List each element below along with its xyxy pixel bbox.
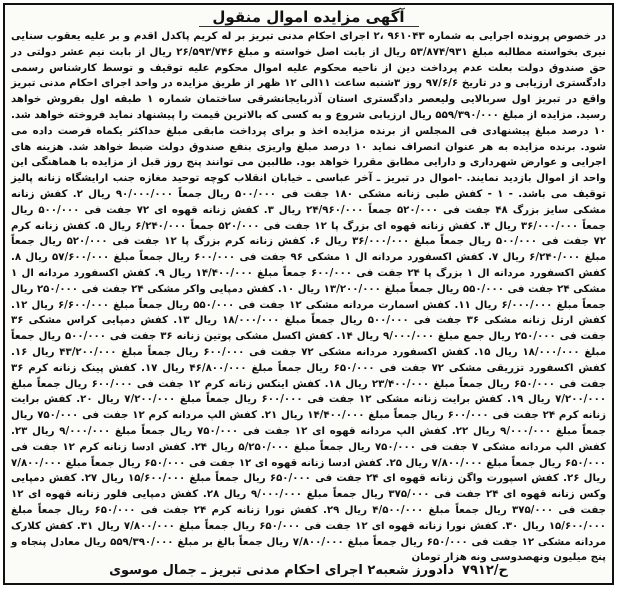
footer-office: دادورز شعبه۲ اجرای احکام مدنی تبریز ـ جمال موسوی bbox=[109, 563, 455, 578]
auction-notice bbox=[3, 3, 614, 585]
footer-code: ح/۷۹۱۲ bbox=[462, 563, 508, 578]
notice-body: در خصوص پرونده اجرایی به شماره ۹۶۱۰۴۳ ،۲ اجرای احکام مدنی تبریز بر له کریم پاکدل اقدم و بر علیه یعقوب سنایی نیری بخواسته مطالبه مبلغ ۵۳/۸۷۴/۹۳۱ ریال از بابت اصل خواسته و مبلغ ۲۶/۵۹۳/۷۴۶ ریال از بابت نیم عشر دولتی در حق صندوق دولت بعلت عدم پرداخت دین از ناحیه محکوم علیه اموال محکوم علیه توقیف و توسط کارشناس رسمی دادگستری ارزیابی و در تاریخ ۹۷/۶/۶ روز ۳شنبه ساعت ۱۱الی ۱۲ ظهر از طریق مزایده در واحد اجرای احکام مدنی تبریز واقع در تبریز اول سربالایی ولیعصر دادگستری استان آذربایجانشرقی ساختمان شماره ۱ طبقه اول بفروش خواهد رسید. مزایده از مبلغ ۵۵۹/۳۹۰/۰۰۰ ریال ارزیابی شروع و به کسی که بالاترین قیمت را پیشنهاد نماید فروخته خواهد شد. ۱۰ درصد مبلغ پیشنهادی فی المجلس از برنده مزایده اخذ و برای پرداخت مابقی مبلغ حداکثر یکماه فرصت داده می شود. برنده مزایده به هر عنوان انصراف نماید ۱۰ درصد مبلغ واریزی بنفع صندوق دولت ضبط خواهد شد. هزینه های اجرایی و عوارض شهرداری و دارایی مطابق مقررا خواهد بود. طالبین می توانند پنج روز قبل از مزایده با هماهنگی این واحد از اموال بازدید نمایند. -اموال در تبریز ـ آخر عباسی ـ خیابان انقلاب کوچه توحید مغازه جنب ارایشگاه زنانه پالیز توقیف می باشد. - ۱ - کفش طبی زنانه مشکی ۱۸۰ جفت فی ۵۰۰/۰۰۰ ریال جمعاً ۹۰/۰۰۰/۰۰۰ ریال ۲. کفش زنانه مشکی سایز بزرگ ۴۸ جفت فی ۵۲۰/۰۰۰ جمعاً ۲۴/۹۶۰/۰۰۰ ریال ۳. کفش زنانه قهوه ای ۷۲ جفت فی ۵۰۰/۰۰۰ ریال جمعاً ۳۶/۰۰۰/۰۰۰ ریال ۴. کفش زنانه قهوه ای بزرگ پا ۱۲ جفت فی ۵۲۰/۰۰۰ جمعاً ۶/۲۴۰/۰۰۰ ریال ۵. کفش زنانه کرم ۷۲ جفت فی ۵۰۰/۰۰۰ ریال جمعاً مبلغ ۳۶/۰۰۰/۰۰۰ ریال ۶. کفش زنانه کرم بزرگ پا ۱۲ جفت فی ۵۲۰/۰۰۰ ریال جمعاً مبلغ ۶/۲۴۰/۰۰۰ ریال ۷. کفش اکسفورد مردانه ال ۱ مشکی ۹۶ جفت فی ۶۰۰/۰۰۰ ریال جمعاً مبلغ ۵۷/۶۰۰/۰۰۰ ریال ۸. کفش اکسفورد مردانه ال ۱ بزرگ پا ۲۴ جفت فی ۶۰۰/۰۰۰ جمعاً مبلغ ۱۴/۴۰۰/۰۰۰ ریال ۹. کفش اکسفورد مردانه ال ۱ مشکی ۲۴ جفت فی ۵۵۰/۰۰۰ ریال جمعاً مبلغ ۱۳/۲۰۰/۰۰۰ ریال ۱۰. کفش دمپایی واکر مشکی ۲۴ جفت فی ۲۵۰/۰۰۰ ریال جمعاً مبلغ ۶/۰۰۰/۰۰۰ ریال ۱۱. کفش اسمارت مردانه مشکی ۱۲ جفت فی ۵۵۰/۰۰۰ ریال جمعاً مبلغ ۶/۶۰۰/۰۰۰ ریال ۱۲. کفش ارتل زنانه مشکی ۳۶ جفت فی ۵۰۰/۰۰۰ ریال جمعاً مبلغ ۱۸/۰۰۰/۰۰۰ ریال ۱۳. کفش دمپایی کراس مشکی ۳۶ جفت فی ۲۵۰/۰۰۰ ریال جمع مبلغ ۹/۰۰۰/۰۰۰ ریال ۱۴. کفش اکسل مشکی پوتین زنانه ۳۶ جفت فی ۵۰۰/۰۰۰ ریال جمعاً مبلغ ۱۸/۰۰۰/۰۰۰ ریال ۱۵. کفش اکسفورد مردانه مشکی ۷۲ جفت فی ۶۰۰/۰۰۰ ریال جمعاً مبلغ ۴۳/۲۰۰/۰۰۰ ریال ۱۶. کفش اکسفورد تزریقی مشکی ۷۲ جفت فی ۶۵۰/۰۰۰ ریال جمعاً مبلغ ۴۶/۸۰۰/۰۰۰ ریال ۱۷. کفش پینک زنانه کرم ۳۶ جفت فی ۶۵۰/۰۰۰ ریال جمعاً مبلغ ۲۳/۴۰۰/۰۰۰ ریال ۱۸. کفش اینکس زنانه کرم ۱۲ جفت فی ۶۰۰/۰۰۰ ریال جمعاً مبلغ ۷/۲۰۰/۰۰۰ ریال ۱۹. کفش برایت زنانه مشکی ۱۲ جفت فی ۶۰۰/۰۰۰ ریال جمعاً مبلغ ۷/۲۰۰/۰۰۰ ریال ۲۰. کفش برایت زنانه کرم ۲۴ جفت فی ۶۰۰/۰۰۰ ریال جمعاً مبلغ ۱۴/۴۰۰/۰۰۰ ریال ۲۱. کفش الپ مردانه کرم ۱۲ جفت فی ۷۵۰/۰۰۰ ریال جمعاً مبلغ ۹/۰۰۰/۰۰۰ ریال ۲۲. کفش الپ مردانه قهوه ای ۱۲ جفت فی ۷۵۰/۰۰۰ ریال جمعاً مبلغ ۹/۰۰۰/۰۰۰ ریال ۲۳. کفش الپ مردانه مشکی ۷ جفت فی ۷۵۰/۰۰۰ ریال جمعاً مبلغ ۵/۲۵۰/۰۰۰ ریال ۲۴. کفش ادسا زنانه کرم ۱۲ جفت فی ۶۵۰/۰۰۰ ریال جمعاً مبلغ ۷/۸۰۰/۰۰۰ ریال ۲۵. کفش ادسا زنانه قهوه ای ۱۲ جفت فی ۶۵۰/۰۰۰ ریال جمعاً مبلغ ۷/۸۰۰/۰۰۰ ریال ۲۶. کفش اسپورت واگن زنانه قهوه ای ۲۴ جفت فی ۶۵۰/۰۰۰ ریال جمعاً مبلغ ۱۵/۶۰۰/۰۰۰ ریال ۲۷. کفش دمپایی وکس زنانه قهوه ای ۲۴ جفت فی ۳۷۵/۰۰۰ ریال جمعاً مبلغ ۹/۰۰۰/۰۰۰ ریال ۲۸. کفش دمپایی فلور زنانه قهوه ای ۱۲ جفت فی ۳۷۵/۰۰۰ ریال جمعاً مبلغ ۴/۵۰۰/۰۰۰ ریال ۲۹. کفش نورا زنانه کرم ۲۴ جفت فی ۶۵۰/۰۰۰ ریال جمعاً مبلغ ۱۵/۶۰۰/۰۰۰ ریال ۳۰. کفش نورا زنانه قهوه ای ۱۲ جفت فی ۶۵۰/۰۰۰ ریال جمعاً مبلغ ۷/۸۰۰/۰۰۰ ریال ۳۱. کفش کلارک مردانه مشکی ۱۲ جفت فی ۶۵۰/۰۰۰ ریال جمعاً مبلغ ۷/۸۰۰/۰۰۰ ریال جمعاً بالغ بر مبلغ ۵۵۹/۳۹۰/۰۰۰ ریال معادل پنجاه و پنج میلیون ونهصدوسی ونه هزار تومان bbox=[11, 31, 607, 564]
notice-title: آگهی مزایده اموال منقول bbox=[199, 8, 419, 27]
notice-footer bbox=[5, 563, 612, 579]
